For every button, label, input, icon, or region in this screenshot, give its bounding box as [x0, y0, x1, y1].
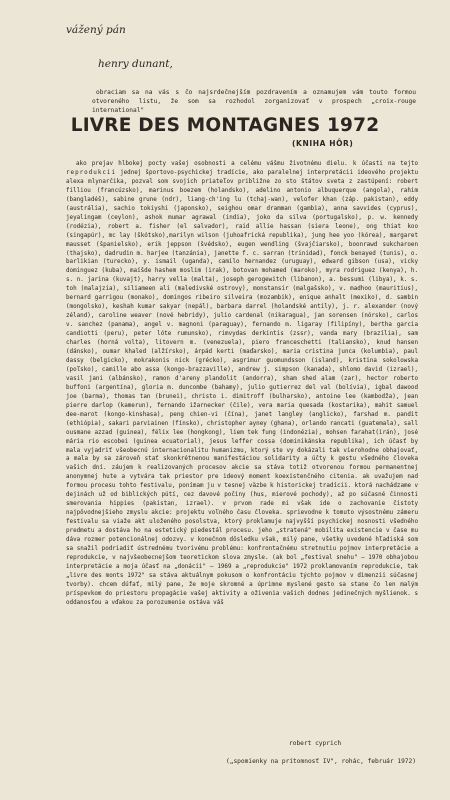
document-subtitle: (KNIHA HÔR): [292, 139, 354, 148]
intro-paragraph: obraciam sa na vás s čo najsrdečnejším pozdravením a oznamujem vám touto formou otvoreného listu, že som sa rozhodol zorganizovať v prospech „croix-rouge international": [92, 89, 416, 115]
document-title: LIVRE DES MONTAGNES 1972: [70, 115, 380, 136]
source-citation: („spomienky na prítomnosť IV", rohác, február 1972): [226, 758, 416, 765]
body-paragraph: [66, 160, 418, 608]
body-spaced-word: reprodukcii: [66, 169, 117, 176]
body-text-part-2: jednej športovo-psychickej tradície, ako paralelnej interpretácii ideového projektu alexa mlynarčika, pozval som svojich priateľov približne zo sto štátov sveta z zastúpení: robert filliou (francúzsko), marinus boezem (holandsko), adelino antonio albuquerque (angola), rahim (bangladéš), sabine grune (ndr), liang-ch'ing lu (tchaj-wan), velofer khan (záp. pakistan), eddy (austrália), sachio tokiyshi (japonsko), seighou omar dramman (gambia), anna savvides (cyprus), jeyalingam (ceylon), ashok mumar agrawal (india), joko da silva (portugalsko), p. w. kennedy (rodézia), robert a. fisher (el salvador), raid allie hassan (siera leone), ong thiat koo (singapúr), mc lay (škótsko),marilyn wilson (juhoafrická republika), jung hee yoo (kórea), margaret mausset (španielsko), erik jeppson (švédsko), eugen wendling (švajčiarsko), boonrawd sukcharoen (thajsko), dadrudin m. harjee (tanzánia), janette f. c. sarran (trinidad), fonck benayed (tunis), o. barlikian (turecko), y. ismail (uganda), camilo hernandez (uruguay), edward gibson (usa), vicky dominguez (kuba), maíšde hashem moslim (irak), botovan mohamed (maroko), myra rodriguez (kenya), h. s. n. jarina (kuvajt), harry vella (malta), joseph gerogewitch (libanon), a. bessumi (libya), k. s. toh (malajzia), siliameen ali (maledivské ostrovy), monstansir (malgašsko), v. madhoo (mauritius), bernard garrigou (monako), domingos ribeiro silveira (mozambik), enique anhalt (mexiko), d. sambin (mongolsko), keshah kumar sakyar (nepál), barbara darrel (holandské antily), j. r. alexander (nový zéland), caroline weaver (nové hebridy), julio cardenal (nikaragua), jan sorensen (nórsko), carlos v. sanchez (panama), angel v. magnoni (paraguay), fernando m. ligaray (filipíny), bertha garcia candiotti (peru), peter lóte rumunsko), rimvydas derkintis (zssr), vanda mary (brazília), sam charles (horná volta), litovern m. (venezuela), piero franceschetti (taliansko), knud hansen (dánsko), oumar khaled (alžírsko), árpád kerti (maďarsko), maria cristina junca (kolumbia), paul dassy (belgicko), mokrakonis nick (grécko), asgrimur guomundsson (island), kristina sokolowska (poľsko), camille abo assa (kongo-brazzaville), andrew j. simpson (kanada), shlomo david (izrael), vasil jani (albánsko), ramon d'areny plandolit (andorra), sham shed alam (zar), hector roberto buffoni (argentína), gloria m. duncombe (bahamy), julio gutierrez del val (bolívia), igbal dawood joe (barma), thomas tan (brunei), christo i. dimitroff (bulharsko), antoine lee (kambodža), jean pierre darlop (kamerun), fernando ižarnecker (čile), vera maria quesada (kostarika), mahit samuel dee-marot (kongo-kinshasa), peng chien-vi (čína), janet langley (anglicko), farshad m. pandit (ethiópia), sakari parviainen (fínsko), christopher ayney (ghana), orlando rancati (guatemala), sall ousmane azzad (guinea), félix lee (hongkong), liem tek fung (indonézia), mohsen farahat(irán), josé mária rio escobei (guinea ecuatorial), jesus leffer cossa (dominikánska republika), ich účasť by mala vyjadriť všeobecnú internacionalitu humanizmu, ktorý ste vy dokázali tak vierohodne obhajovať, a mala by sa zároveň stať skonkrétnenou manifestáciou solidarity a účty k gestu všedného človeka vašich dní. záujem k realizovaných procesov akcie sa stáva totiž otvorenou formou permanentnej anonymnej hute a vytvára tak priestor pre ideový moment koexistenčného citenia. ak uvažujem nad formou procesu tohto festivalu, ponímam ju v tesnej väzbe k historickej tradícii. ktorá nachádzame v dejinách už od biblických pútí, cez davové počiny (hus, mierové pochody), až po súčasné činnosti smerovania hippies (pakistan, izrael). v prvom rade mi však ide o zachovanie čistoty najpôvodnejšieho zmyslu akcie: projektu voľného času človeka. sprievodne k tomuto výsostnému zámeru festivalu sa viaže akt uloženého posolstva, ktorý proklamuje najvyšší psychickej nosnosti všedného predmetu a dostáva ho na estetický piedestál procesu. jeho „stratená" mobilita existencie v čase mu dáva rozmer potencionálnej odozvy. v konečnom dôsledku však, milý pane, všetky uvedené hľadiská som sa snažil podriadiť ústrednému tvorivému problému: konfrontačnému stretnutiu pojmov interpretácie a reprodukcie, v najvšeobecnejšom teoretickom slova zmysle. (ak bol „festival snehu" — 1970 obhajobou interpretácie a moja účasť na „donácii" — 1969 a „reprodukcie" 1972 proklamovaním reprodukcie, tak „livre des monts 1972" sa stáva aktuálnym pokusom o konfrontáciu týchto pojmov v dimenzii súčasnej tvorby). chcem dúfať, milý pane, že moje skromné a úprimne myslené gesto sa stane čo len malým príspevkom do priestoru propagácie vašej aktivity a oživenia vašich dodnes jedinečných myšlienok. s oddanosťou a vďakou za porozumenie ostáva váš: [66, 169, 418, 606]
body-text-part-1: ako prejav hlbokej pocty vašej osobnosti a celému vášmu životnému dielu. k účasti na tejto: [76, 161, 418, 167]
salutation-line-1: vážený pán: [66, 24, 126, 36]
salutation-line-2: henry dunant,: [98, 58, 173, 70]
signature: robert cyprich: [289, 740, 342, 747]
